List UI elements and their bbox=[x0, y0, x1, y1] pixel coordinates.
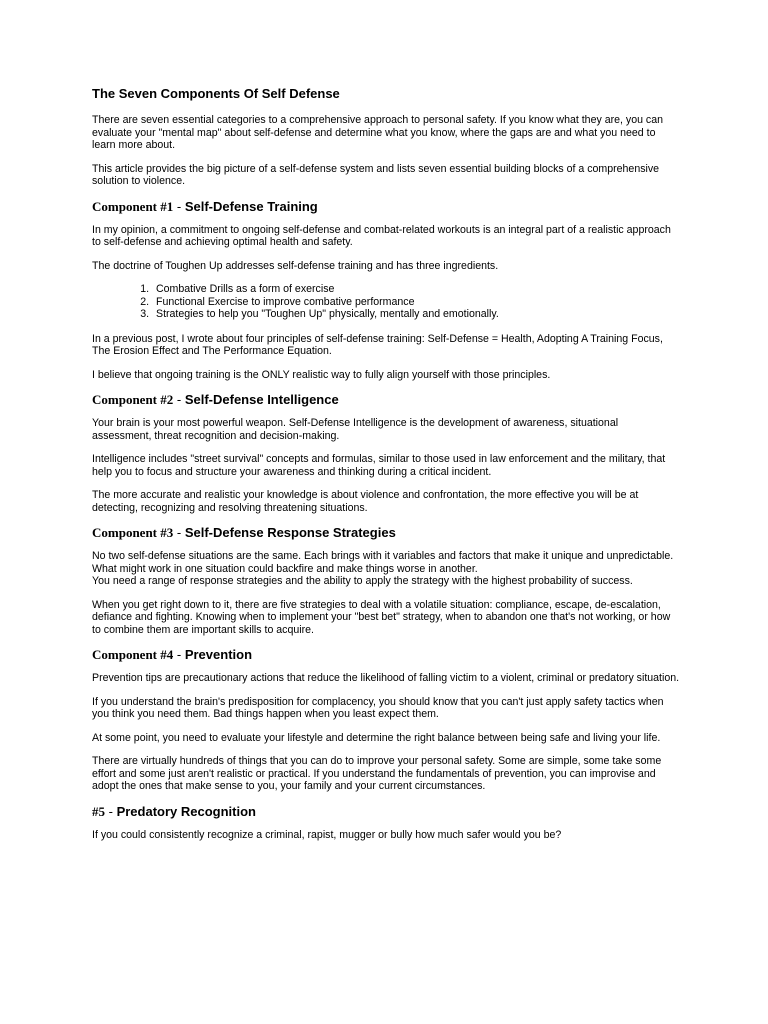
list-item: 2. Functional Exercise to improve combative performance bbox=[152, 296, 680, 309]
component-2-paragraph-3: The more accurate and realistic your knowledge is about violence and confrontation, the more effective you will be at detecting, recognizing and resolving threatening situations. bbox=[92, 489, 639, 514]
heading-dash: - bbox=[173, 392, 185, 407]
heading-dash: - bbox=[173, 647, 185, 662]
component-2-paragraph-1: Your brain is your most powerful weapon. Self-Defense Intelligence is the development of awareness, situational assessment, threat recognition and decision-making. bbox=[92, 417, 619, 442]
ingredients-list bbox=[92, 283, 680, 321]
component-2-label: Component #2 bbox=[92, 392, 174, 407]
component-1-heading bbox=[92, 199, 680, 215]
component-1-paragraph-3: In a previous post, I wrote about four principles of self-defense training: Self-Defense = Health, Adopting A Training Focus, The Erosion Effect and The Performance Equation. bbox=[92, 332, 663, 357]
paragraph-line: You need a range of response strategies and the ability to apply the strategy with the highest probability of success. bbox=[92, 575, 633, 587]
component-4-paragraph-3: At some point, you need to evaluate your lifestyle and determine the right balance between being safe and living your life. bbox=[92, 731, 661, 744]
list-item: 3. Strategies to help you "Toughen Up" physically, mentally and emotionally. bbox=[152, 308, 680, 321]
heading-dash: - bbox=[105, 803, 117, 819]
component-3-heading bbox=[92, 525, 680, 541]
component-1-paragraph-2: The doctrine of Toughen Up addresses self-defense training and has three ingredients. bbox=[92, 259, 499, 272]
heading-dash: - bbox=[173, 525, 185, 540]
component-2-paragraph-2: Intelligence includes "street survival" concepts and formulas, similar to those used in law enforcement and the military, that help you to focus and structure your awareness and thinking during a critical incident. bbox=[92, 453, 666, 478]
component-4-heading bbox=[92, 647, 680, 663]
heading-dash: - bbox=[173, 198, 185, 214]
component-4-label: Component #4 bbox=[92, 647, 174, 662]
component-5-title: Predatory Recognition bbox=[116, 803, 256, 819]
component-3-paragraph-1 bbox=[92, 550, 680, 588]
component-4-paragraph-2: If you understand the brain's predisposition for complacency, you should know that you can't just apply safety tactics when you think you need them. Bad things happen when you least expect them. bbox=[92, 695, 664, 720]
list-item: 1. Combative Drills as a form of exercise bbox=[152, 283, 680, 296]
paragraph-line: No two self-defense situations are the same. Each brings with it variables and factors that make it unique and unpredictable. What might work in one situation could backfire and make things worse in another. bbox=[92, 550, 674, 575]
component-3-title: Self-Defense Response Strategies bbox=[184, 525, 396, 540]
component-1-paragraph-4: I believe that ongoing training is the ONLY realistic way to fully align yourself with those principles. bbox=[92, 368, 551, 381]
component-3-paragraph-2: When you get right down to it, there are five strategies to deal with a volatile situation: compliance, escape, de-escalation, defiance and fighting. Knowing when to implement your "best bet" strategy, when to abandon one that's not working, or how to combine them are important skills to acquire. bbox=[92, 598, 671, 636]
component-4-paragraph-4: There are virtually hundreds of things that you can do to improve your personal safety. Some are simple, some take some effort and some just aren't realistic or practical. If you understand the fundamentals of prevention, you can improvise and adopt the ones that make sense to you, your family and your current circumstances. bbox=[92, 755, 662, 792]
component-2-title: Self-Defense Intelligence bbox=[184, 392, 339, 407]
component-4-paragraph-1: Prevention tips are precautionary actions that reduce the likelihood of falling victim to a violent, criminal or predatory situation. bbox=[92, 672, 680, 684]
component-1-label: Component #1 bbox=[92, 198, 174, 214]
component-3-label: Component #3 bbox=[92, 525, 174, 540]
component-1-paragraph-1: In my opinion, a commitment to ongoing self-defense and combat-related workouts is an integral part of a realistic approach to self-defense and achieving optimal health and safety. bbox=[92, 223, 671, 248]
intro-paragraph-2: This article provides the big picture of a self-defense system and lists seven essential building blocks of a comprehensive solution to violence. bbox=[92, 162, 660, 187]
document-page bbox=[92, 80, 680, 852]
component-1-title: Self-Defense Training bbox=[184, 198, 318, 214]
component-5-paragraph-1: If you could consistently recognize a criminal, rapist, mugger or bully how much safer would you be? bbox=[92, 828, 562, 841]
component-2-heading bbox=[92, 392, 680, 408]
component-4-title: Prevention bbox=[184, 647, 253, 662]
component-5-label: #5 bbox=[92, 803, 105, 819]
page-title: The Seven Components Of Self Defense bbox=[92, 86, 340, 101]
component-5-heading bbox=[92, 804, 680, 820]
intro-paragraph-1: There are seven essential categories to a comprehensive approach to personal safety. If you know what they are, you can evaluate your "mental map" about self-defense and determine what you know, where the gaps are and what you need to learn more about. bbox=[92, 114, 664, 151]
